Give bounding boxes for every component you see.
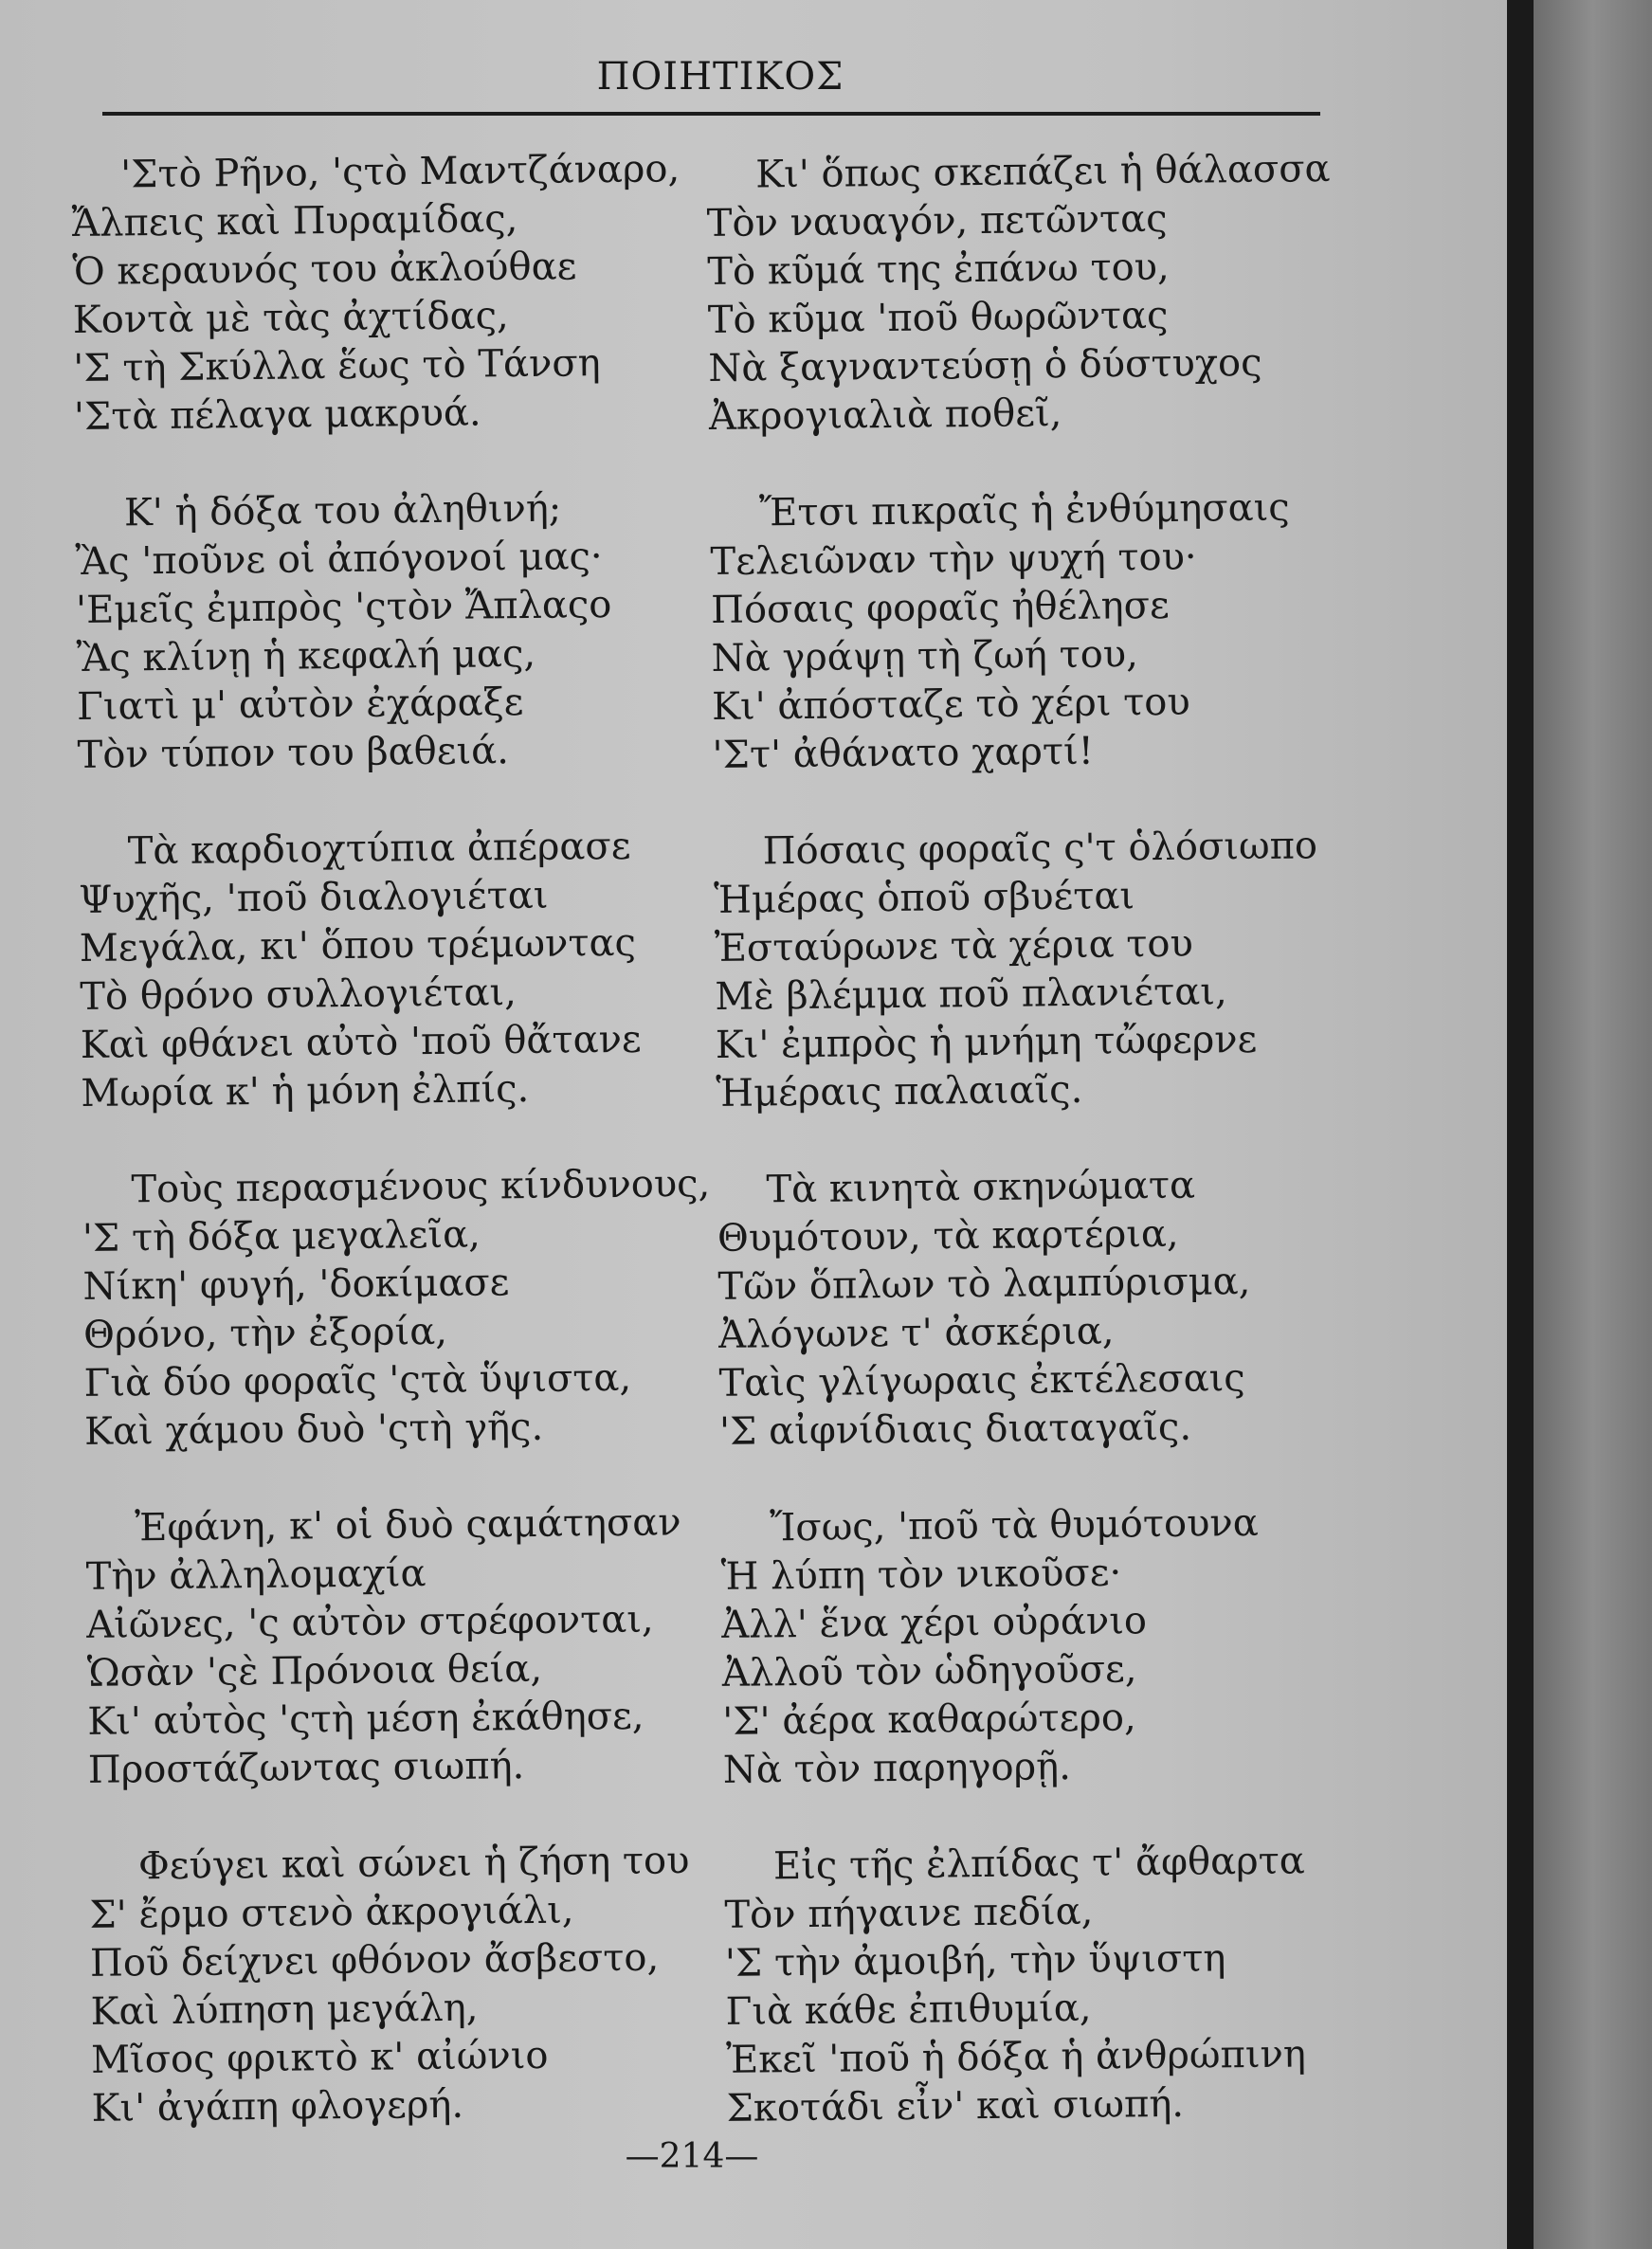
verse-line: Καὶ χάμου δυὸ 'ςτὴ γῆς. xyxy=(83,1405,544,1454)
verse-line: Τὴν ἀλληλομαχία xyxy=(85,1551,427,1599)
verse-line: Τὸ κῦμα 'ποῦ θωρῶντας xyxy=(707,293,1169,342)
verse-line: Κι' ἀπόσταζε τὸ χέρι του xyxy=(711,680,1190,729)
verse-line: Ἀλόγωνε τ' ἀσκέρια, xyxy=(717,1309,1115,1357)
verse-line: Νίκη' φυγή, 'δοκίμασε xyxy=(82,1261,510,1309)
facing-page-edge xyxy=(1534,0,1652,2249)
verse-line: Καὶ φθάνει αὐτὸ 'ποῦ θἄτανε xyxy=(80,1017,642,1067)
verse-line: Ἐσταύρωνε τὰ χέρια του xyxy=(714,921,1194,970)
verse-line: 'Σ' ἀέρα καθαρώτερο, xyxy=(722,1696,1136,1744)
verse-line: Κι' ἀγάπη φλογερή. xyxy=(91,2082,464,2131)
verse-line: Πόσαις φοραῖς ς'τ ὁλόσιωπο xyxy=(762,824,1318,874)
stanza xyxy=(710,483,1376,780)
verse-line: Τῶν ὅπλων τὸ λαμπύρισμα, xyxy=(717,1260,1251,1309)
verse-line: Νὰ τὸν παρηγορῇ. xyxy=(722,1745,1072,1792)
verse-line: Τὰ καρδιοχτύπια ἀπέρασε xyxy=(127,824,631,874)
verse-line: Κ' ἡ δόξα του ἀληθινή; xyxy=(123,486,562,535)
verse-line: Ψυχῆς, 'ποῦ διαλογιέται xyxy=(79,873,549,922)
stanza xyxy=(706,145,1372,442)
verse-line: Γιατὶ μ' αὐτὸν ἐχάραξε xyxy=(76,680,524,729)
verse-line: Εἰς τῆς ἐλπίδας τ' ἄφθαρτα xyxy=(772,1839,1305,1889)
verse-line: Σκοτάδι εἶν' καὶ σιωπή. xyxy=(726,2081,1185,2131)
verse-line: 'Σ τὴν ἀμοιβή, τὴν ὕψιστη xyxy=(724,1936,1226,1986)
verse-line: Ταὶς γλίγωραις ἐκτέλεσαις xyxy=(718,1356,1245,1406)
verse-line: Νὰ γράψῃ τὴ ζωή του, xyxy=(711,632,1139,680)
verse-line: 'Σ τὴ δόξα μεγαλεῖα, xyxy=(82,1212,481,1261)
right-column xyxy=(706,145,1390,2182)
verse-line: Τὰ κινητὰ σκηνώματα xyxy=(766,1163,1196,1212)
verse-line: Κι' αὐτὸς 'ςτὴ μέση ἐκάθησε, xyxy=(87,1694,644,1744)
running-head: ΠΟΙΗΤΙΚΟΣ xyxy=(596,55,844,99)
stanza xyxy=(71,145,718,442)
stanza xyxy=(713,822,1379,1118)
verse-line: Μῖσος φρικτὸ κ' αἰώνιο xyxy=(90,2033,549,2082)
verse-line: Καὶ λύπηση μεγάλη, xyxy=(90,1986,479,2034)
verse-line: Μὲ βλέμμα ποῦ πλανιέται, xyxy=(715,970,1227,1019)
verse-line: Ἔτσι πικραῖς ἡ ἐνθύμησαις xyxy=(758,485,1290,535)
verse-line: Ἀλλ' ἕνα χέρι οὐράνιο xyxy=(721,1599,1148,1647)
stanza xyxy=(724,1837,1390,2133)
verse-line: Τὸ κῦμά της ἐπάνω του, xyxy=(707,245,1170,294)
verse-line: Ὁ κεραυνός του ἀκλούθαε xyxy=(72,245,577,294)
stanza xyxy=(78,822,725,1118)
verse-line: Ἡμέραις παλαιαῖς. xyxy=(716,1067,1083,1115)
verse-line: 'Στὰ πέλαγα μακρυά. xyxy=(73,390,481,439)
stanza xyxy=(82,1160,729,1457)
verse-line: Τελειῶναν τὴν ψυχή του· xyxy=(710,535,1197,584)
stanza xyxy=(717,1160,1383,1457)
verse-line: Τὸν πήγαινε πεδία, xyxy=(724,1889,1094,1937)
verse-line: Γιὰ κάθε ἐπιθυμία, xyxy=(725,1986,1092,2034)
verse-line: Ἡμέρας ὁποῦ σβυέται xyxy=(714,874,1135,922)
verse-line: Αἰῶνες, 'ς αὐτὸν στρέφονται, xyxy=(86,1597,654,1647)
verse-line: 'Στ' ἀθάνατο χαρτί! xyxy=(712,729,1095,777)
stanza xyxy=(89,1837,736,2133)
verse-line: Ποῦ δείχνει φθόνον ἄσβεστο, xyxy=(89,1935,660,1986)
verse-line: 'Σ αἰφνίδιαις διαταγαῖς. xyxy=(718,1405,1192,1454)
verse-line: Σ' ἔρμο στενὸ ἀκρογιάλι, xyxy=(89,1888,574,1937)
verse-line: Τοὺς περασμένους κίνδυνους, xyxy=(131,1162,711,1212)
verse-line: Ἐκεῖ 'ποῦ ἡ δόξα ἡ ἀνθρώπινη xyxy=(725,2032,1307,2082)
verse-line: Ἐφάνη, κ' οἱ δυὸ ςαμάτησαν xyxy=(134,1500,681,1551)
verse-line: Γιὰ δύο φοραῖς 'ςτὰ ὕψιστα, xyxy=(83,1355,632,1406)
verse-line: Μεγάλα, κι' ὅπου τρέμωντας xyxy=(79,920,637,970)
verse-line: Τὸν τύπον του βαθειά. xyxy=(77,729,510,777)
verse-line: Ἡ λύπη τὸν νικοῦσε· xyxy=(720,1551,1122,1599)
verse-line: Τὸ θρόνο συλλογιέται, xyxy=(80,970,517,1019)
verse-line: Τὸν ναυαγόν, πετῶντας xyxy=(706,196,1168,245)
verse-line: Ἂς 'ποῦνε οἱ ἀπόγονοί μας· xyxy=(75,535,603,584)
verse-line: 'Σ τὴ Σκύλλα ἕως τὸ Τάνση xyxy=(73,341,601,390)
verse-line: Ἀλλοῦ τὸν ὡδηγοῦσε, xyxy=(721,1647,1137,1696)
verse-line: Μωρία κ' ἡ μόνη ἐλπίς. xyxy=(81,1066,530,1115)
verse-line: Κι' ἐμπρὸς ἡ μνήμη τὤφερνε xyxy=(715,1017,1258,1067)
verse-line: Ἀκρογιαλιὰ ποθεῖ, xyxy=(708,391,1062,439)
verse-line: Πόσαις φοραῖς ἠθέλησε xyxy=(710,583,1170,632)
verse-line: Κι' ὅπως σκεπάζει ἡ θάλασσα xyxy=(755,147,1331,197)
verse-line: Νὰ ξαγναντεύσῃ ὁ δύστυχος xyxy=(708,340,1262,390)
stanza xyxy=(85,1498,733,1795)
verse-line: Κοντὰ μὲ τὰς ἀχτίδας, xyxy=(72,294,509,342)
verse-line: Θυμότουν, τὰ καρτέρια, xyxy=(717,1211,1179,1261)
verse-line: 'Εμεῖς ἐμπρὸς 'ςτὸν Ἄπλαςο xyxy=(75,583,612,632)
verse-line: Ἴσως, 'ποῦ τὰ θυμότουνα xyxy=(769,1500,1259,1551)
book-gutter xyxy=(1507,0,1534,2249)
verse-line: Ἄλπεις καὶ Πυραμίδας, xyxy=(71,197,518,245)
header-rule xyxy=(102,112,1320,116)
verse-line: Θρόνο, τὴν ἐξορία, xyxy=(82,1309,448,1357)
verse-line: Φεύγει καὶ σώνει ἡ ζήση του xyxy=(137,1839,690,1889)
page-number: —214— xyxy=(625,2137,759,2176)
verse-line: Ὡσὰν 'ςὲ Πρόνοια θεία, xyxy=(86,1646,543,1696)
stanza xyxy=(720,1498,1387,1795)
verse-line: Ἂς κλίνῃ ἡ κεφαλή μας, xyxy=(76,631,536,680)
verse-line: 'Στὸ Ρῆνο, 'ςτὸ Μαντζάναρο, xyxy=(120,147,681,197)
stanza xyxy=(75,483,722,780)
verse-line: Προστάζωντας σιωπή. xyxy=(87,1744,525,1792)
left-column xyxy=(71,145,736,2182)
